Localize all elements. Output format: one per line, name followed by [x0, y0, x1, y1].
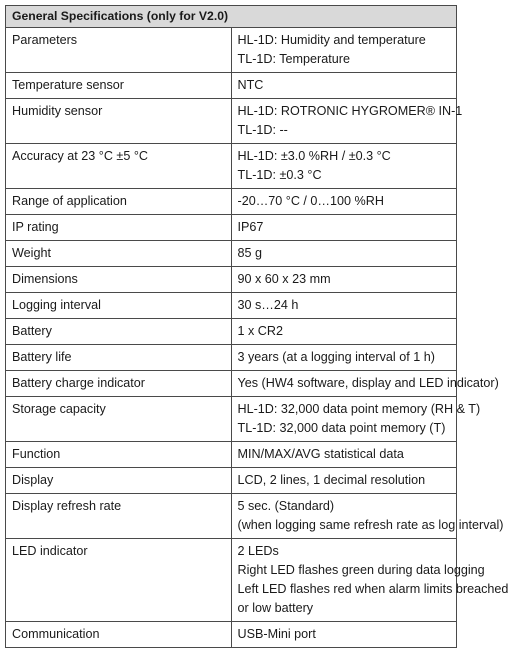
specifications-table [5, 5, 508, 648]
value-line: 90 x 60 x 23 mm [237, 272, 331, 286]
parameter-value-cell [231, 345, 457, 371]
value-line: Right LED flashes green during data logging [237, 563, 485, 577]
parameter-name-cell: Battery [6, 319, 232, 345]
value-line: 1 x CR2 [237, 324, 283, 338]
parameter-value-cell [231, 28, 457, 73]
parameter-name-cell: Display refresh rate [6, 494, 232, 539]
value-line: or low battery [237, 601, 314, 615]
value-line: HL-1D: 32,000 data point memory (RH & T) [237, 402, 481, 416]
value-line: Left LED flashes red when alarm limits breached [237, 582, 508, 596]
parameter-name-cell: Battery charge indicator [6, 371, 232, 397]
value-line: IP67 [237, 220, 264, 234]
value-line: MIN/MAX/AVG statistical data [237, 447, 404, 461]
parameter-value-cell [231, 293, 457, 319]
table-header-row [6, 6, 457, 28]
value-line: NTC [237, 78, 264, 92]
table-row [6, 468, 457, 494]
value-line: TL-1D: ±0.3 °C [237, 168, 322, 182]
value-line: TL-1D: -- [237, 123, 288, 137]
value-line: -20…70 °C / 0…100 %RH [237, 194, 384, 208]
parameter-value-cell [231, 319, 457, 345]
parameter-name-cell: Storage capacity [6, 397, 232, 442]
parameter-value-cell [231, 241, 457, 267]
table-row [6, 345, 457, 371]
parameter-name-cell: Temperature sensor [6, 73, 232, 99]
table-row [6, 494, 457, 539]
parameter-value-cell [231, 539, 508, 622]
value-line: Yes (HW4 software, display and LED indicator) [237, 376, 499, 390]
parameter-name-cell: Accuracy at 23 °C ±5 °C [6, 144, 232, 189]
value-line: USB-Mini port [237, 627, 316, 641]
table-row [6, 99, 457, 144]
value-line: TL-1D: Temperature [237, 52, 350, 66]
table-row [6, 267, 457, 293]
value-line: 2 LEDs [237, 544, 279, 558]
parameter-value-cell [231, 189, 457, 215]
table-row [6, 73, 457, 99]
table-row [6, 215, 457, 241]
parameter-name-cell: Weight [6, 241, 232, 267]
value-line: TL-1D: 32,000 data point memory (T) [237, 421, 446, 435]
value-line: HL-1D: ±3.0 %RH / ±0.3 °C [237, 149, 391, 163]
parameter-name-cell: Battery life [6, 345, 232, 371]
parameter-value-cell [231, 73, 457, 99]
table-row [6, 371, 457, 397]
table-row [6, 189, 457, 215]
parameter-name-cell: Function [6, 442, 232, 468]
value-line: LCD, 2 lines, 1 decimal resolution [237, 473, 426, 487]
parameter-value-cell [231, 371, 499, 397]
table-row [6, 293, 457, 319]
table-row [6, 28, 457, 73]
table-row [6, 539, 457, 622]
value-line: HL-1D: ROTRONIC HYGROMER® IN-1 [237, 104, 463, 118]
parameter-value-cell [231, 494, 504, 539]
parameter-name-cell: Dimensions [6, 267, 232, 293]
value-line: 30 s…24 h [237, 298, 299, 312]
value-line: HL-1D: Humidity and temperature [237, 33, 426, 47]
value-line: 3 years (at a logging interval of 1 h) [237, 350, 435, 364]
table-row [6, 319, 457, 345]
parameter-name-cell: Humidity sensor [6, 99, 232, 144]
parameter-name-cell: Logging interval [6, 293, 232, 319]
table-row [6, 144, 457, 189]
parameter-value-cell [231, 215, 457, 241]
value-line: 5 sec. (Standard) [237, 499, 335, 513]
parameter-name-cell: IP rating [6, 215, 232, 241]
table-row [6, 397, 457, 442]
table-row [6, 241, 457, 267]
parameter-value-cell [231, 622, 457, 648]
parameter-value-cell [231, 99, 463, 144]
table-row [6, 622, 457, 648]
table-row [6, 442, 457, 468]
parameter-name-cell: Parameters [6, 28, 232, 73]
parameter-value-cell [231, 442, 457, 468]
parameter-value-cell [231, 144, 457, 189]
parameter-name-cell: Range of application [6, 189, 232, 215]
parameter-name-cell: LED indicator [6, 539, 232, 622]
specifications-table-body [6, 6, 508, 648]
value-line: 85 g [237, 246, 263, 260]
parameter-value-cell [231, 468, 457, 494]
parameter-value-cell [231, 267, 457, 293]
parameter-value-cell [231, 397, 481, 442]
value-line: (when logging same refresh rate as log interval) [237, 518, 504, 532]
parameter-name-cell: Communication [6, 622, 232, 648]
table-title: General Specifications (only for V2.0) [6, 6, 457, 28]
parameter-name-cell: Display [6, 468, 232, 494]
